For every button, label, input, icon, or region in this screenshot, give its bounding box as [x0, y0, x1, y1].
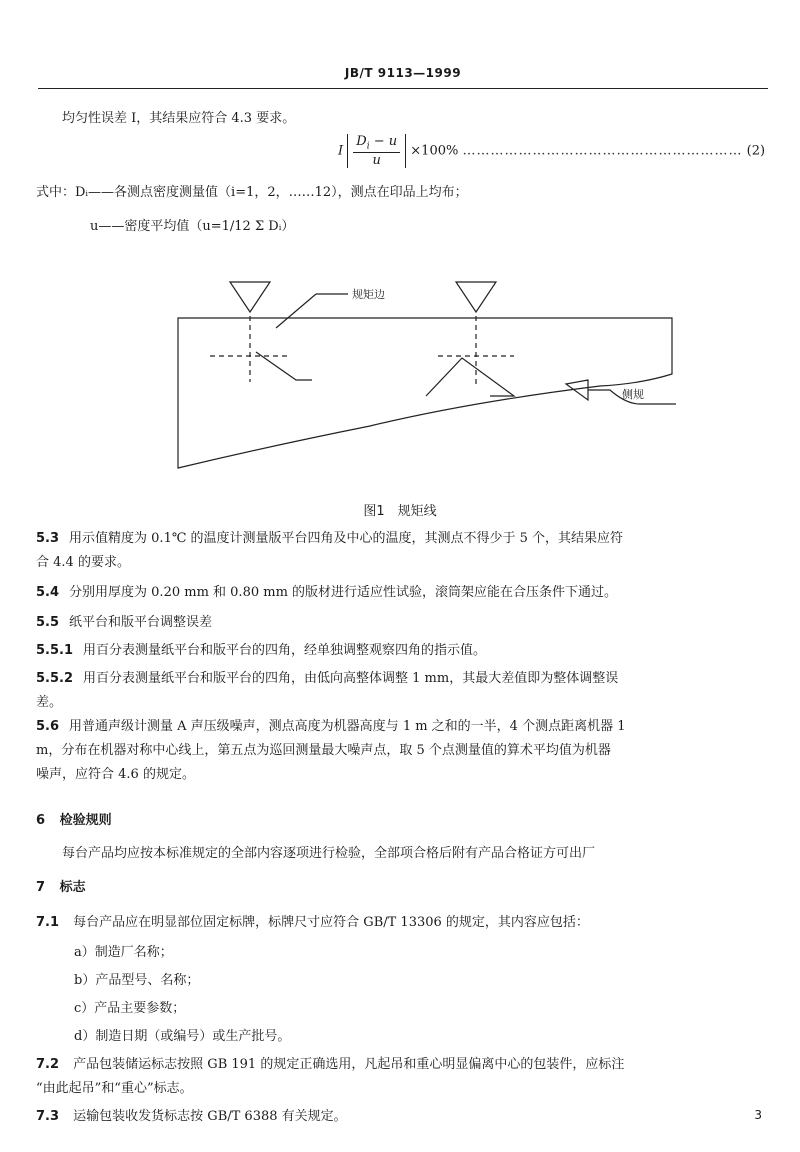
clause-number: 5.3: [36, 531, 60, 546]
formula-denominator: u: [372, 152, 381, 168]
clause-line: [36, 642, 486, 660]
section-7-title: 标志: [59, 880, 86, 895]
clause-number: 5.5: [36, 615, 60, 630]
clause-7-3-number: 7.3: [36, 1109, 60, 1124]
clause-text: m，分布在机器对称中心线上，第五点为巡回测量最大噪声点，取 5 个点测量值的算术平均值为机器: [36, 743, 611, 758]
figure-label-right: 侧规: [622, 388, 644, 401]
clause-7-3: [36, 1108, 347, 1126]
front-lay-triangle-left: [230, 282, 270, 312]
formula-minus-u: − u: [369, 134, 398, 149]
clause-text: 分别用厚度为 0.20 mm 和 0.80 mm 的版材进行适应性试验，滚筒架应能在合压条件下通过。: [69, 585, 618, 600]
clause-number: 5.6: [36, 719, 60, 734]
formula-leader: ……………………………………………………: [462, 143, 743, 159]
clause-line: [36, 554, 130, 572]
clause-text: 用普通声级计测量 A 声压级噪声，测点高度为机器高度与 1 m 之和的一半，4 个测点距离机器 1: [69, 719, 626, 734]
clause-7-2-line: 产品包装储运标志按照 GB 191 的规定正确选用，凡起吊和重心明显偏离中心的包装件，应标注: [73, 1057, 625, 1072]
clause-number: 5.5.1: [36, 643, 74, 658]
clause-line: [36, 670, 618, 688]
figure-label-top: 规矩边: [352, 288, 385, 301]
section-6-title: 检验规则: [59, 813, 112, 828]
clause-text: 合 4.4 的要求。: [36, 555, 130, 570]
where-line-1: 式中：Dᵢ——各测点密度测量值（i=1，2，……12），测点在印品上均布；: [36, 185, 468, 200]
clause-7-2: [36, 1056, 624, 1074]
formula-eq-number: (2): [746, 143, 766, 159]
section-6-heading: [36, 812, 112, 830]
clause-text: 用百分表测量纸平台和版平台的四角，经单独调整观察四角的指示值。: [83, 643, 487, 658]
formula-numerator-sub: i: [366, 141, 370, 152]
formula-numerator: D: [356, 134, 367, 149]
clause-text: 用百分表测量纸平台和版平台的四角，由低向高整体调整 1 mm，其最大差值即为整体调整误: [83, 671, 619, 686]
figure-1-diagram: [170, 276, 690, 476]
clause-text: 差。: [36, 695, 63, 710]
clause-text: 噪声，应符合 4.6 的规定。: [36, 767, 195, 782]
clause-7-3-text: 运输包装收发货标志按 GB/T 6388 有关规定。: [73, 1109, 347, 1124]
clause-line: [36, 614, 212, 632]
figure-caption: 图1 规矩线: [363, 504, 437, 519]
section-7-number: 7: [36, 880, 46, 895]
clause-number: 5.5.2: [36, 671, 74, 686]
page-header: JB/T 9113—1999: [344, 66, 462, 80]
formula-2: [338, 134, 765, 168]
clause-number: 5.4: [36, 585, 60, 600]
clause-7-1-number: 7.1: [36, 915, 60, 930]
list-item: a）制造厂名称；: [74, 945, 173, 960]
register-line-right: [426, 358, 514, 396]
clause-line: [36, 718, 626, 736]
page-number: 3: [754, 1108, 762, 1122]
clause-7-2-line: “由此起吊”和“重心”标志。: [36, 1081, 193, 1096]
where-line-2: u——密度平均值（u=1/12 Σ Dᵢ）: [90, 219, 295, 234]
intro-line: 均匀性误差 I，其结果应符合 4.3 要求。: [62, 111, 296, 126]
formula-times: ×100%: [410, 143, 459, 159]
formula-abs: [347, 134, 406, 168]
clause-line: [36, 766, 195, 784]
section-6-text: 每台产品均应按本标准规定的全部内容逐项进行检验，全部项合格后附有产品合格证方可出厂: [62, 846, 596, 861]
clause-line: [36, 742, 611, 760]
sheet-outline: [178, 318, 672, 468]
clause-7-2-number: 7.2: [36, 1057, 60, 1072]
clause-line: [36, 694, 62, 712]
clause-7-1-text: 每台产品应在明显部位固定标牌，标牌尺寸应符合 GB/T 13306 的规定，其内容应包括：: [73, 915, 589, 930]
section-6-number: 6: [36, 813, 46, 828]
section-7-heading: [36, 879, 86, 897]
leader-top: [276, 294, 316, 328]
clause-text: 用示值精度为 0.1℃ 的温度计测量版平台四角及中心的温度，其测点不得少于 5 个，其结果应符: [69, 531, 624, 546]
clause-text: 纸平台和版平台调整误差: [69, 615, 213, 630]
header-rule: [38, 88, 768, 89]
clause-line: [36, 530, 623, 548]
list-item: b）产品型号、名称；: [74, 973, 200, 988]
clause-7-1: [36, 914, 589, 932]
front-lay-triangle-right: [456, 282, 496, 312]
list-item: d）制造日期（或编号）或生产批号。: [74, 1029, 291, 1044]
clause-line: [36, 584, 617, 602]
formula-lhs: I: [338, 143, 344, 159]
list-item: c）产品主要参数；: [74, 1001, 186, 1016]
